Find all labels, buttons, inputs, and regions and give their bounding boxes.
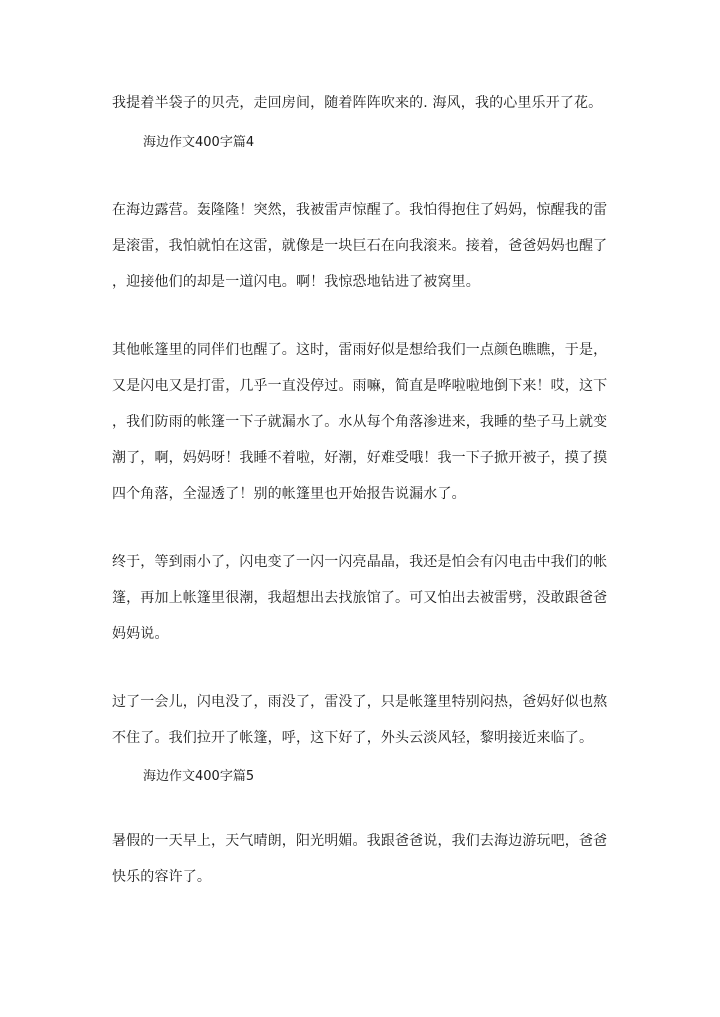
section-heading-5: 海边作文400字篇5 bbox=[143, 769, 255, 784]
paragraph-5-line-1: 暑假的一天早上，天气晴朗，阳光明媚。我跟爸爸说，我们去海边游玩吧，爸爸 bbox=[112, 833, 608, 849]
paragraph-3-line-2: 篷，再加上帐篷里很潮，我超想出去找旅馆了。可又怕出去被雷劈，没敢跟爸爸 bbox=[112, 590, 608, 606]
paragraph-2-line-1: 其他帐篷里的同伴们也醒了。这时，雷雨好似是想给我们一点颜色瞧瞧，于是， bbox=[112, 342, 608, 358]
paragraph-4-line-1: 过了一会儿，闪电没了，雨没了，雷没了，只是帐篷里特别闷热，爸妈好似也熬 bbox=[112, 694, 608, 710]
section-heading-4: 海边作文400字篇4 bbox=[143, 135, 255, 150]
paragraph-2-line-3: ，我们防雨的帐篷一下子就漏水了。水从每个角落渗进来，我睡的垫子马上就变 bbox=[112, 414, 608, 430]
paragraph-1-line-3: ，迎接他们的却是一道闪电。啊！我惊恐地钻进了被窝里。 bbox=[112, 274, 480, 290]
paragraph-3-line-1: 终于，等到雨小了，闪电变了一闪一闪亮晶晶，我还是怕会有闪电击中我们的帐 bbox=[112, 554, 608, 570]
paragraph-5-line-2: 快乐的容许了。 bbox=[112, 869, 212, 885]
paragraph-2-line-5: 四个角落，全湿透了！别的帐篷里也开始报告说漏水了。 bbox=[112, 486, 466, 502]
paragraph-1-line-1: 在海边露营。轰隆隆！突然，我被雷声惊醒了。我怕得抱住了妈妈，惊醒我的雷 bbox=[112, 202, 608, 218]
paragraph-3-line-3: 妈妈说。 bbox=[112, 626, 169, 642]
paragraph-2-line-2: 又是闪电又是打雷，几乎一直没停过。雨嘛，简直是哗啦啦地倒下来！哎，这下 bbox=[112, 378, 608, 394]
paragraph-intro-line-1: 我提着半袋子的贝壳，走回房间，随着阵阵吹来的. 海风，我的心里乐开了花。 bbox=[112, 95, 603, 111]
paragraph-4-line-2: 不住了。我们拉开了帐篷，呼，这下好了，外头云淡风轻，黎明接近来临了。 bbox=[112, 730, 594, 746]
paragraph-2-line-4: 潮了，啊，妈妈呀！我睡不着啦，好潮，好难受哦！我一下子掀开被子，摸了摸 bbox=[112, 450, 608, 466]
paragraph-1-line-2: 是滚雷，我怕就怕在这雷，就像是一块巨石在向我滚来。接着，爸爸妈妈也醒了 bbox=[112, 238, 608, 254]
